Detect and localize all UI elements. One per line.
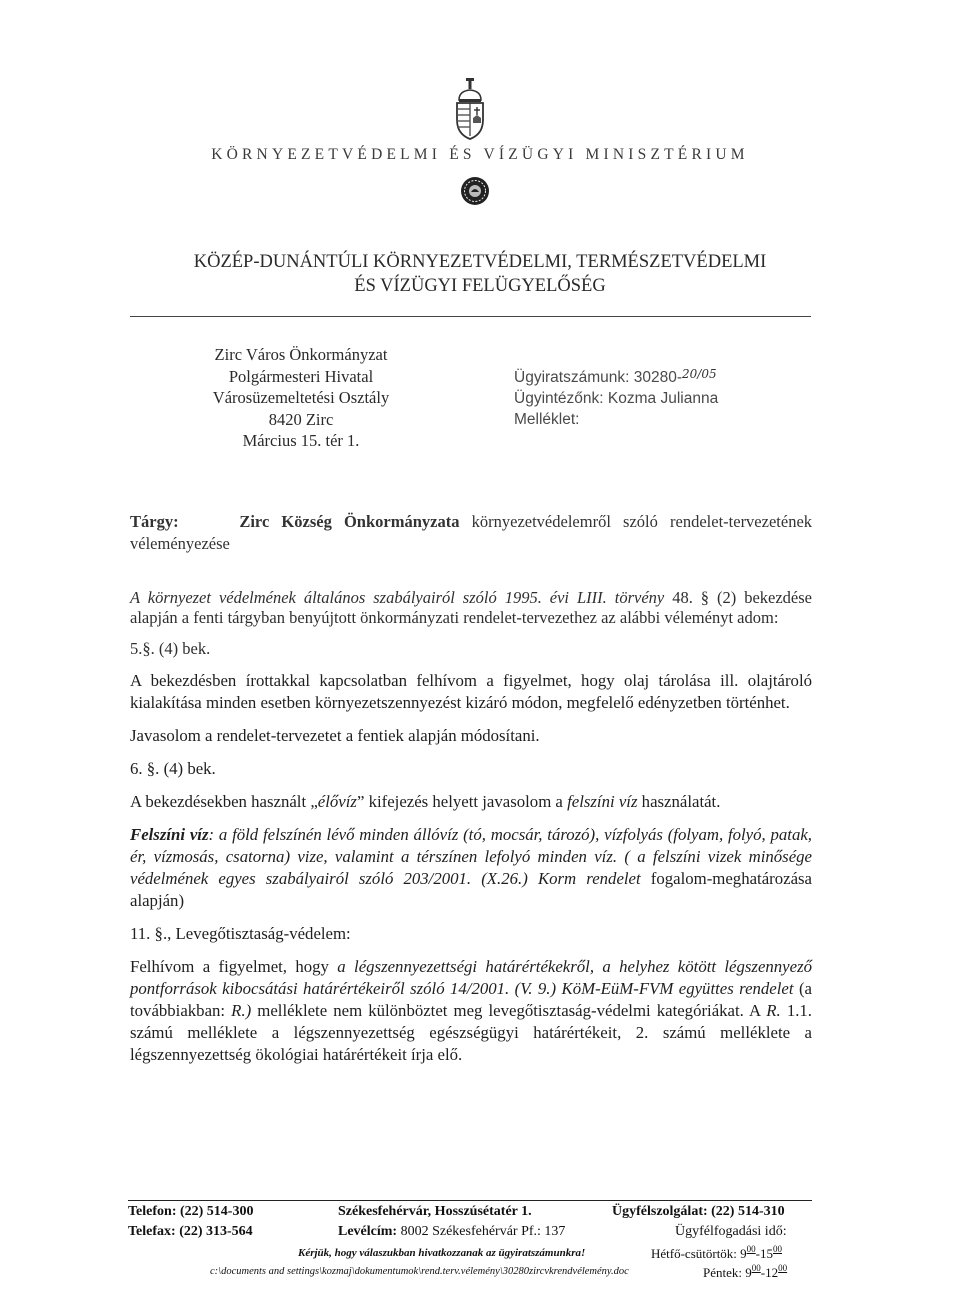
paragraph: A környezet védelmének általános szabályairól szóló 1995. évi LIII. törvény 48. § (2) bekezdése alapján a fenti tárgyban benyújtott önkormányzati rendelet-tervezethez az alábbi véleményt adom: (130, 588, 812, 627)
footer-file-path: c:\documents and settings\kozmaj\dokumentumok\rend.terv.vélemény\30280zircvkrendvélemény.doc (210, 1266, 629, 1277)
footer-address: Székesfehérvár, Hosszúsétatér 1. (338, 1204, 532, 1219)
reference-block (514, 364, 718, 430)
footer-fax: Telefax: (22) 313-564 (128, 1224, 253, 1239)
agency-name (0, 250, 960, 298)
paragraph: Javasolom a rendelet-tervezetet a fentiek alapján módosítani. (130, 726, 540, 745)
agency-line-2: ÉS VÍZÜGYI FELÜGYELŐSÉG (354, 276, 606, 296)
footer-request: Kérjük, hogy válaszukban hivatkozzanak az ügyiratszámunkra! (298, 1247, 586, 1259)
addressee-line: Polgármesteri Hivatal (228, 366, 374, 386)
subject-text: környezetvédelemről szóló rendelet-tervezetének véleményezése (130, 512, 813, 553)
footer-hours-label: Ügyfélfogadási idő: (675, 1224, 787, 1239)
footer-mon-thu: Hétfő-csütörtök: $9^{00}-15^{00}$ (651, 1244, 783, 1261)
header-divider (130, 316, 811, 317)
subject-text-bold: Zirc Község Önkormányzata (239, 512, 460, 531)
section-heading: 5.§. (4) bek. (130, 639, 211, 658)
paragraph: A bekezdésben írottakkal kapcsolatban felhívom a figyelmet, hogy olaj tárolása ill. olajtároló kialakítása minden esetben környezetszennyezést kizáró módon, megfelelő edényzetben történhet. (130, 671, 812, 712)
footer-friday: Péntek: $9^{00}-12^{00}$ (703, 1263, 788, 1280)
handwritten-file-number: 20/05 (682, 367, 717, 381)
footer-mail: Levélcím: 8002 Székesfehérvár Pf.: 137 (338, 1224, 566, 1239)
footer-divider (128, 1200, 812, 1201)
officer: Ügyintézőnk: Kozma Julianna (514, 390, 719, 407)
attachment: Melléklet: (514, 411, 580, 428)
addressee-line: Zirc Város Önkormányzat (214, 345, 388, 364)
paragraph: A bekezdésekben használt „élővíz” kifejezés helyett javasolom a felszíni víz használatát. (130, 792, 721, 811)
addressee-line: 8420 Zirc (268, 409, 334, 429)
addressee-block (190, 344, 412, 452)
footer-service: Ügyfélszolgálat: (22) 514-310 (612, 1204, 785, 1219)
subject-label: Tárgy: (130, 512, 179, 531)
addressee-line: Március 15. tér 1. (242, 431, 360, 450)
footer (128, 1202, 812, 1282)
paragraph: Felszíni víz: a föld felszínén lévő minden állóvíz (tó, mocsár, tározó), vízfolyás (folyam, folyó, patak, ér, vízmosás, csatorna) vize, valamint a térszínen lefolyó minden víz. ( a felszíni vizek minősége védelmének egyes szabályairól szóló 203/2001. (X.26.) Korm rendelet fogalom-meghatározása alapján) (130, 825, 813, 910)
subject (130, 511, 812, 555)
letter-body (130, 588, 812, 1066)
section-heading: 11. §., Levegőtisztaság-védelem: (130, 924, 351, 943)
section-heading: 6. §. (4) bek. (130, 759, 216, 778)
addressee-line: Városüzemeltetési Osztály (212, 388, 390, 407)
footer-phone: Telefon: (22) 514-300 (128, 1204, 254, 1219)
paragraph: Felhívom a figyelmet, hogy a légszennyezettségi határértékekről, a helyhez kötött légszennyező pontforrások kibocsátási határértékeiről szóló 14/2001. (V. 9.) KöM-EüM-FVM együttes rendelet (a továbbiakban: R.) melléklete nem különböztet meg levegőtisztaság-védelmi kategóriákat. A R. 1.1. számú melléklete a légszennyezettség egészségügyi határértékeit, 2. számú melléklete a légszennyezettség ökológiai határértékeit írja elő. (130, 957, 813, 1064)
coat-of-arms-icon (452, 78, 488, 140)
seal-emblem-icon (460, 176, 490, 206)
file-number: Ügyiratszámunk: 30280-$^{20/05}$ (514, 367, 717, 386)
ministry-name: KÖRNYEZETVÉDELMI ÉS VÍZÜGYI MINISZTÉRIUM (211, 146, 749, 163)
agency-line-1: KÖZÉP-DUNÁNTÚLI KÖRNYEZETVÉDELMI, TERMÉSZETVÉDELMI (193, 252, 767, 272)
